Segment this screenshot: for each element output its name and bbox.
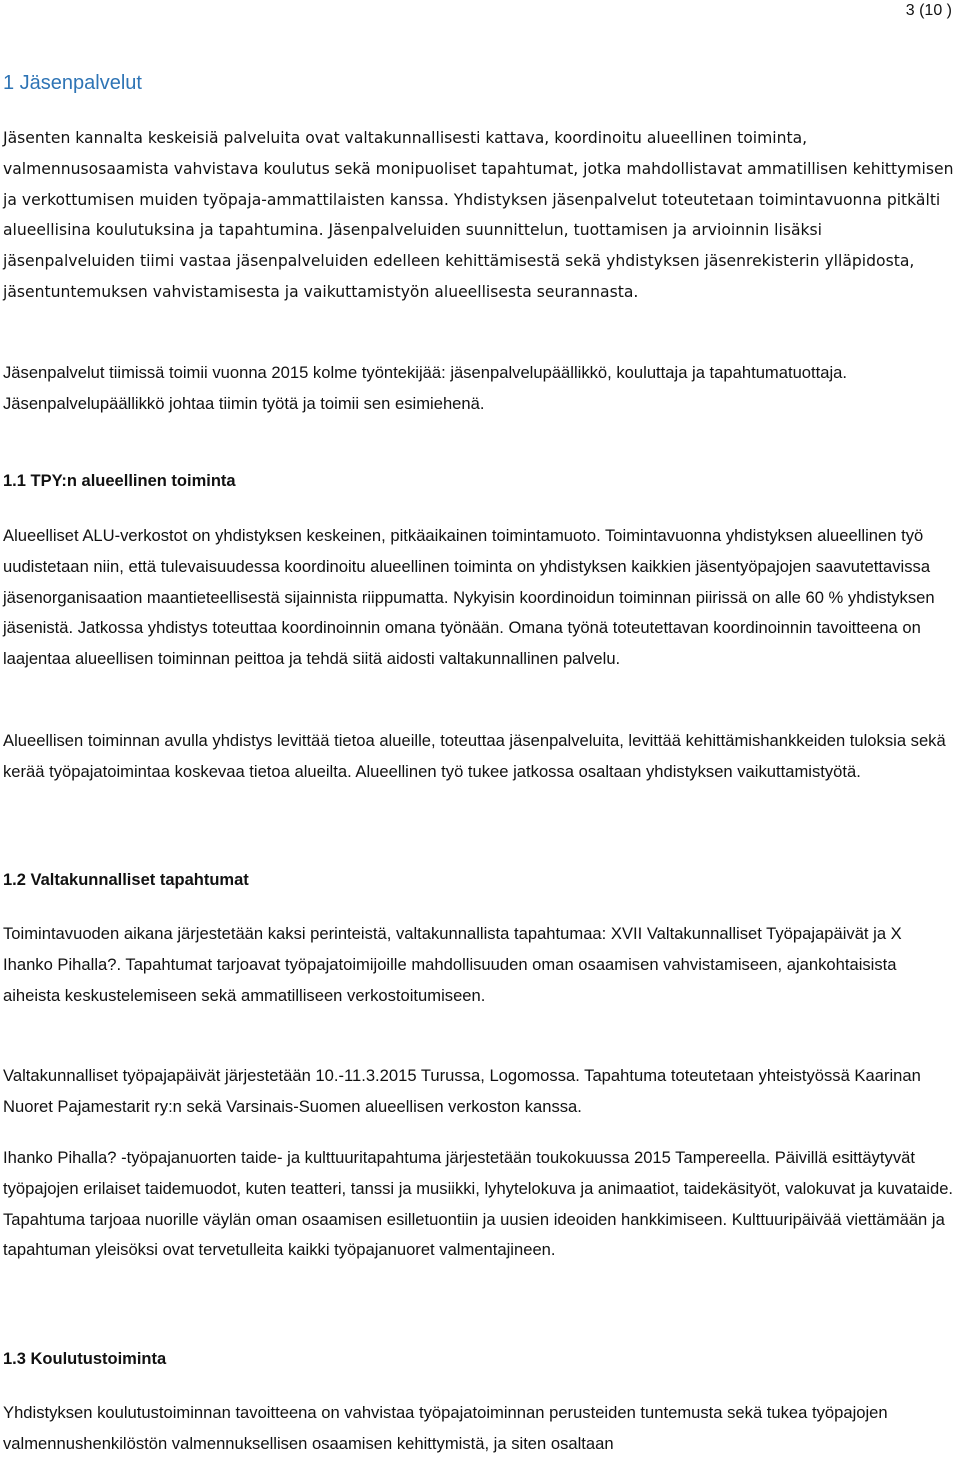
paragraph-tapahtumat-3: Ihanko Pihalla? -työpajanuorten taide- ja kulttuuritapahtuma järjestetään toukokuussa 2015 Tampereella. Päivillä esittäytyvät työpajojen erilaiset taidemuodot, kuten teatteri, tanssi ja musiikki, lyhytelokuva ja animaatiot, taidekäsityöt, valokuvat ja kuvataide. Tapahtuma tarjoaa nuorille väylän oman osaamisen esilletuontiin ja uusien ideoiden hankkimiseen. Kulttuuripäivää viettämään ja tapahtuman yleisöksi ovat tervetulleita kaikki työpajanuoret valmentajineen.: [3, 1148, 954, 1260]
section-heading-alueellinen-toiminta: 1.1 TPY:n alueellinen toiminta: [3, 472, 236, 490]
paragraph-tapahtumat-2: Valtakunnalliset työpajapäivät järjestetään 10.-11.3.2015 Turussa, Logomossa. Tapahtuma toteutetaan yhteistyössä Kaarinan Nuoret Pajamestarit ry:n sekä Varsinais-Suomen alueellisen verkoston kanssa.: [3, 1066, 921, 1116]
paragraph-alueellinen-toiminta-1: Alueelliset ALU-verkostot on yhdistyksen keskeinen, pitkäaikainen toimintamuoto. Toimintavuonna yhdistyksen alueellinen työ uudistetaan niin, että tulevaisuudessa koordinoitu alueellinen toiminta on yhdistyksen kaikkien jäsentyöpajojen saavutettavissa jäsenorganisaation maantieteellisestä sijainnista riippumatta. Nykyisin koordinoidun toiminnan piirissä on alle 60 % yhdistyksen jäsenistä. Jatkossa yhdistys toteuttaa koordinoinnin omana työnään. Omana työnä toteutettavan koordinoinnin tavoitteena on laajentaa alueellisen toiminnan peittoa ja tehdä siitä aidosti valtakunnallinen palvelu.: [3, 526, 935, 669]
paragraph-koulutustoiminta: Yhdistyksen koulutustoiminnan tavoitteena on vahvistaa työpajatoiminnan perusteiden tuntemusta sekä tukea työpajojen valmennushenkilöstön valmennuksellisen osaamisen kehittymistä, ja siten osaltaan: [3, 1403, 888, 1453]
section-heading-jasenpalvelut: 1 Jäsenpalvelut: [3, 72, 142, 94]
section-heading-koulutustoiminta: 1.3 Koulutustoiminta: [3, 1350, 167, 1368]
paragraph-tapahtumat-1: Toimintavuoden aikana järjestetään kaksi perinteistä, valtakunnallista tapahtumaa: XVII Valtakunnalliset Työpajapäivät ja X Ihanko Pihalla?. Tapahtumat tarjoavat työpajatoimijoille mahdollisuuden oman osaamisen vahvistamiseen, ajankohtaisista aiheista keskustelemiseen sekä ammatilliseen verkostoitumiseen.: [3, 924, 902, 1005]
paragraph-jasenpalvelut-intro: Jäsenten kannalta keskeisiä palveluita ovat valtakunnallisesti kattava, koordinoitu alueellinen toiminta, valmennusosaamista vahvistava koulutus sekä monipuoliset tapahtumat, jotka mahdollistavat ammatillisen kehittymisen ja verkottumisen muiden työpaja-ammattilaisten kanssa. Yhdistyksen jäsenpalvelut toteutetaan toimintavuonna pitkälti alueellisina koulutuksina ja tapahtumina. Jäsenpalveluiden suunnittelun, tuottamisen ja arvioinnin lisäksi jäsenpalveluiden tiimi vastaa jäsenpalveluiden edelleen kehittämisestä sekä yhdistyksen jäsenrekisterin ylläpidosta, jäsentuntemuksen vahvistamisesta ja vaikuttamistyön alueellisesta seurannasta.: [3, 129, 954, 301]
section-heading-valtakunnalliset-tapahtumat: 1.2 Valtakunnalliset tapahtumat: [3, 871, 249, 889]
paragraph-alueellinen-toiminta-2: Alueellisen toiminnan avulla yhdistys levittää tietoa alueille, toteuttaa jäsenpalveluita, levittää kehittämishankkeiden tuloksia sekä kerää työpajatoimintaa koskevaa tietoa alueilta. Alueellinen työ tukee jatkossa osaltaan yhdistyksen vaikuttamistyötä.: [3, 731, 946, 781]
page-number: 3 (10 ): [905, 2, 952, 19]
paragraph-jasenpalvelut-team: Jäsenpalvelut tiimissä toimii vuonna 2015 kolme työntekijää: jäsenpalvelupäällikkö, kouluttaja ja tapahtumatuottaja. Jäsenpalvelupäällikkö johtaa tiimin työtä ja toimii sen esimiehenä.: [3, 363, 848, 413]
